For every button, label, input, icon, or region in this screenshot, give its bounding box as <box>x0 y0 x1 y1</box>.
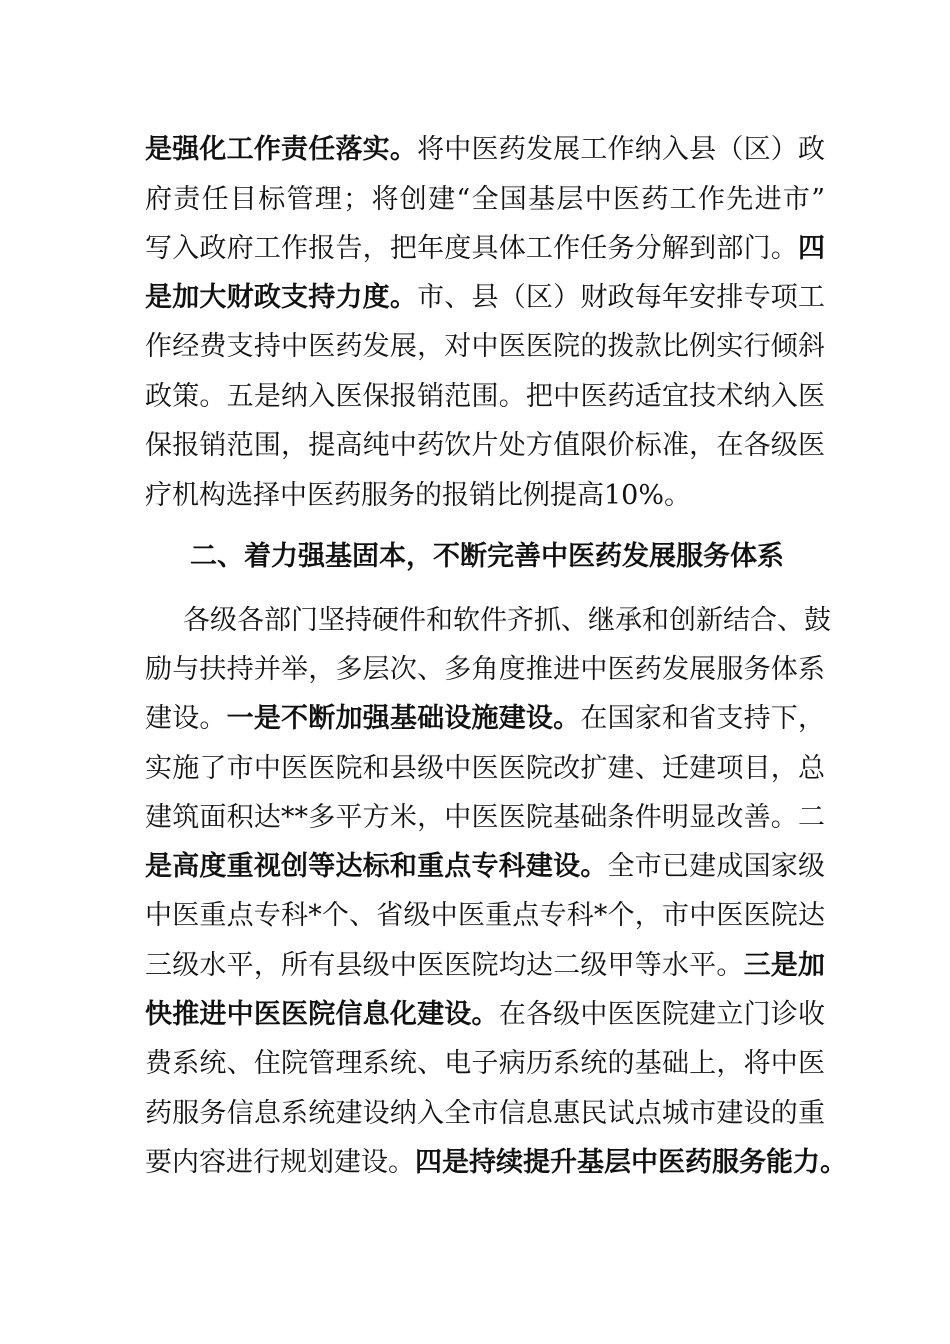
text-line <box>145 601 831 641</box>
text-run: 中医重点专科*个、省级中医重点专科*个，市中医医院达 <box>145 900 825 931</box>
text-line <box>145 1143 847 1183</box>
text-run: 各级各部门坚持硬件和软件齐抓、继承和创新结合、鼓 <box>183 605 831 636</box>
text-run: 保报销范围，提高纯中药饮片处方值限价标准，在各级医 <box>145 430 825 461</box>
text-run: 三级水平，所有县级中医医院均达二级甲等水平。 <box>145 950 744 981</box>
text-run: 励与扶持并举，多层次、多角度推进中医药发展服务体系 <box>145 654 825 685</box>
text-line <box>145 229 825 269</box>
text-run: 在国家和省支持下， <box>580 703 826 734</box>
text-run: 府责任目标管理；将创建“全国基层中医药工作先进市” <box>145 184 825 215</box>
bold-text-run: 是加大财政支持力度。 <box>145 282 418 313</box>
bold-text-run: 是高度重视创等达标和重点专科建设。 <box>145 851 608 882</box>
text-line <box>145 798 825 838</box>
text-line <box>145 426 825 466</box>
text-run: 市、县（区）财政每年安排专项工 <box>417 282 826 313</box>
text-run: 实施了市中医医院和县级中医医院改扩建、迁建项目，总 <box>145 753 825 784</box>
text-run: 建设。 <box>145 703 227 734</box>
text-line <box>145 278 825 318</box>
text-line <box>145 946 825 986</box>
text-run: 全市已建成国家级 <box>607 851 826 882</box>
text-line <box>145 327 825 367</box>
bold-text-run: 三是加 <box>743 950 826 981</box>
text-run: 费系统、住院管理系统、电子病历系统的基础上，将中医 <box>145 1048 825 1079</box>
text-line <box>145 749 825 789</box>
text-run: 作经费支持中医药发展，对中医医院的拨款比例实行倾斜 <box>145 331 825 362</box>
text-line <box>145 377 825 417</box>
text-run: 政策。五是纳入医保报销范围。把中医药适宜技术纳入医 <box>145 381 825 412</box>
bold-text-run: 一是不断加强基础设施建设。 <box>226 703 581 734</box>
text-run: 药服务信息系统建设纳入全市信息惠民试点城市建设的重 <box>145 1098 825 1129</box>
bold-text-run: 四是持续提升基层中医药服务能力。 <box>415 1147 847 1178</box>
text-run: 疗机构选择中医药服务的报销比例提高10%。 <box>145 480 692 511</box>
text-run: 将中医药发展工作纳入县（区）政 <box>417 134 826 165</box>
text-run: 写入政府工作报告，把年度具体工作任务分解到部门。 <box>145 233 798 264</box>
text-line <box>145 699 825 739</box>
section-heading <box>145 537 825 577</box>
text-line <box>145 896 825 936</box>
text-line <box>145 650 825 690</box>
text-run: 要内容进行规划建设。 <box>145 1147 415 1178</box>
text-run: 在各级中医医院建立门诊收 <box>498 999 826 1030</box>
bold-text-run: 是强化工作责任落实。 <box>145 134 418 165</box>
text-run: 建筑面积达**多平方米，中医医院基础条件明显改善。二 <box>145 802 825 833</box>
text-line <box>145 995 825 1035</box>
text-line <box>145 847 825 887</box>
bold-text-run: 四 <box>798 233 825 264</box>
text-line <box>145 1044 825 1084</box>
text-line <box>145 130 825 170</box>
text-line <box>145 1094 825 1134</box>
text-line <box>145 180 825 220</box>
text-line <box>145 476 825 516</box>
bold-text-run: 二、着力强基固本，不断完善中医药发展服务体系 <box>190 541 784 572</box>
bold-text-run: 快推进中医医院信息化建设。 <box>145 999 499 1030</box>
